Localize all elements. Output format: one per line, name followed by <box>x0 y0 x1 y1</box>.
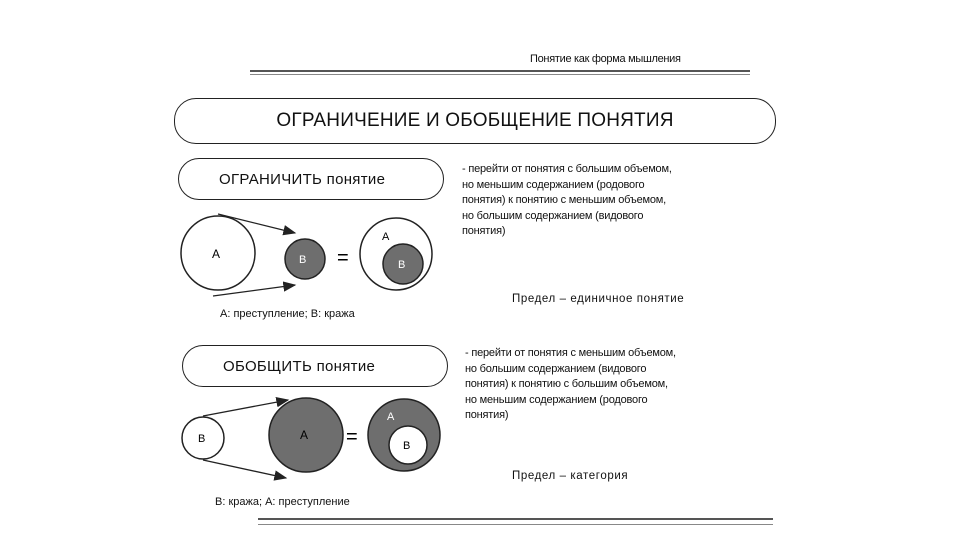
restrict-caption: А: преступление; В: кража <box>220 308 355 320</box>
generalize-label-a: А <box>300 428 309 442</box>
restrict-limit: Предел – единичное понятие <box>512 293 685 305</box>
generalize-caption: В: кража; А: преступление <box>215 496 350 508</box>
generalize-nested-label-a: А <box>387 411 395 423</box>
footer-rule <box>258 518 773 520</box>
generalize-description: - перейти от понятия с меньшим объемом, но большим содержанием (видового понятия) к понятию с большим объемом, но меньшим содержанием (родового понятия) <box>465 347 676 421</box>
main-title: ОГРАНИЧЕНИЕ И ОБОБЩЕНИЕ ПОНЯТИЯ <box>276 110 674 131</box>
restrict-description: - перейти от понятия с большим объемом, но меньшим содержанием (родового понятия) к понятию с меньшим объемом, но большим содержанием (видового понятия) <box>462 163 672 237</box>
generalize-arrow-bottom <box>203 460 286 478</box>
generalize-title-box <box>182 345 448 387</box>
footer-rule-thin <box>258 524 773 525</box>
restrict-nested-label-a: А <box>382 231 390 243</box>
generalize-nested-label-b: В <box>403 440 411 452</box>
generalize-title: ОБОБЩИТЬ понятие <box>223 357 376 375</box>
generalize-limit: Предел – категория <box>512 470 629 482</box>
header-title: Понятие как форма мышления <box>530 53 681 65</box>
restrict-title: ОГРАНИЧИТЬ понятие <box>219 170 386 188</box>
generalize-label-b: В <box>198 433 206 445</box>
restrict-nested-label-b: В <box>398 259 406 271</box>
restrict-label-b: В <box>299 254 307 266</box>
restrict-label-a: А <box>212 247 221 261</box>
restrict-equals: = <box>337 247 349 269</box>
generalize-equals: = <box>346 426 358 448</box>
